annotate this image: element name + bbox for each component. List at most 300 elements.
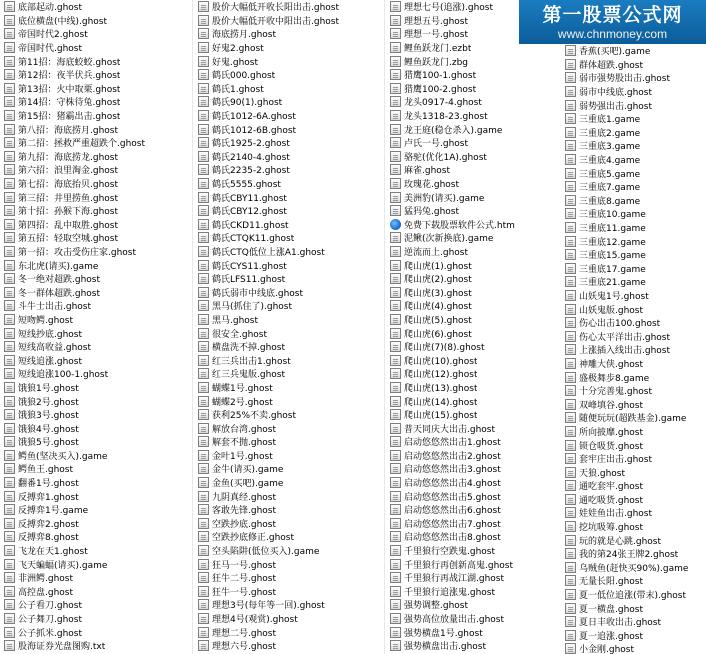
file-icon bbox=[565, 222, 576, 233]
file-item[interactable] bbox=[561, 547, 706, 561]
file-item[interactable] bbox=[194, 625, 384, 639]
file-item[interactable] bbox=[0, 136, 190, 150]
file-item[interactable] bbox=[0, 204, 190, 218]
file-name: 第11招：海底蛟蛟.ghost bbox=[18, 57, 121, 68]
file-item[interactable] bbox=[561, 438, 706, 452]
file-icon bbox=[390, 260, 401, 271]
file-name: 理想五号.ghost bbox=[404, 16, 469, 27]
file-item[interactable] bbox=[0, 41, 190, 55]
file-item[interactable] bbox=[194, 177, 384, 191]
file-item[interactable] bbox=[386, 449, 561, 463]
file-name: 反搏弈1.ghost bbox=[18, 492, 79, 503]
file-item[interactable] bbox=[194, 95, 384, 109]
file-icon bbox=[390, 396, 401, 407]
file-name: 短线追涨.ghost bbox=[18, 356, 83, 367]
file-item[interactable] bbox=[561, 629, 706, 643]
file-item[interactable] bbox=[561, 194, 706, 208]
file-item[interactable] bbox=[194, 313, 384, 327]
file-item[interactable] bbox=[194, 517, 384, 531]
file-item[interactable] bbox=[194, 204, 384, 218]
file-name: 山妖鬼版.ghost bbox=[579, 305, 644, 316]
file-icon bbox=[4, 627, 15, 638]
file-icon bbox=[565, 72, 576, 83]
file-name: 强势高位放量出击.ghost bbox=[404, 615, 505, 626]
file-item[interactable] bbox=[194, 231, 384, 245]
file-item[interactable] bbox=[386, 544, 561, 558]
file-item[interactable] bbox=[561, 58, 706, 72]
file-name: 弱市中线底.ghost bbox=[579, 88, 653, 99]
file-name: 短线抄底.ghost bbox=[18, 329, 83, 340]
file-item[interactable] bbox=[561, 479, 706, 493]
file-item[interactable] bbox=[0, 612, 190, 626]
file-item[interactable] bbox=[561, 452, 706, 466]
file-icon bbox=[565, 236, 576, 247]
file-item[interactable] bbox=[194, 285, 384, 299]
file-item[interactable] bbox=[0, 245, 190, 259]
file-icon bbox=[4, 83, 15, 94]
file-item[interactable] bbox=[561, 98, 706, 112]
file-item[interactable] bbox=[0, 82, 190, 96]
file-icon bbox=[565, 154, 576, 165]
file-name: 爬山虎(1).ghost bbox=[404, 261, 472, 272]
file-name: 鹤氏5555.ghost bbox=[212, 180, 281, 191]
file-item[interactable] bbox=[386, 381, 561, 395]
file-name: 强势横盘1号.ghost bbox=[404, 628, 483, 639]
file-icon bbox=[198, 504, 209, 515]
file-name: 空跌抄底.ghost bbox=[212, 519, 277, 530]
file-name: 横盘洗不掉.ghost bbox=[212, 343, 286, 354]
file-item[interactable] bbox=[0, 489, 190, 503]
file-item[interactable] bbox=[194, 557, 384, 571]
column-divider bbox=[384, 0, 385, 654]
file-item[interactable] bbox=[561, 166, 706, 180]
file-item[interactable] bbox=[194, 571, 384, 585]
file-item[interactable] bbox=[194, 258, 384, 272]
file-item[interactable] bbox=[561, 370, 706, 384]
file-item[interactable] bbox=[561, 425, 706, 439]
file-item[interactable] bbox=[561, 343, 706, 357]
file-icon bbox=[4, 300, 15, 311]
file-item[interactable] bbox=[194, 598, 384, 612]
file-name: 神雕大侠.ghost bbox=[579, 359, 644, 370]
file-item[interactable] bbox=[386, 367, 561, 381]
file-item[interactable] bbox=[0, 517, 190, 531]
file-item[interactable] bbox=[386, 231, 561, 245]
file-item[interactable] bbox=[561, 384, 706, 398]
file-item[interactable] bbox=[194, 612, 384, 626]
file-item[interactable] bbox=[0, 353, 190, 367]
file-item[interactable] bbox=[0, 530, 190, 544]
file-item[interactable] bbox=[561, 615, 706, 629]
file-name: 三重底4.game bbox=[579, 156, 641, 167]
file-icon bbox=[390, 450, 401, 461]
file-item[interactable] bbox=[561, 44, 706, 58]
file-icon bbox=[390, 42, 401, 53]
file-item[interactable] bbox=[386, 394, 561, 408]
file-icon bbox=[390, 477, 401, 488]
file-item[interactable] bbox=[561, 493, 706, 507]
file-name: 千里狼行再创新高鬼.ghost bbox=[404, 560, 514, 571]
file-name: 第四招：乱中取胜.ghost bbox=[18, 220, 119, 231]
file-icon bbox=[390, 192, 401, 203]
file-item[interactable] bbox=[194, 122, 384, 136]
file-name: 冬一群体超跌.ghost bbox=[18, 288, 101, 299]
file-item[interactable] bbox=[194, 489, 384, 503]
file-icon bbox=[4, 450, 15, 461]
file-icon bbox=[4, 287, 15, 298]
file-item[interactable] bbox=[561, 329, 706, 343]
file-item[interactable] bbox=[0, 340, 190, 354]
file-item[interactable] bbox=[194, 109, 384, 123]
file-name: 爬山虎(13).ghost bbox=[404, 383, 478, 394]
file-icon bbox=[198, 1, 209, 12]
file-name: 股海证券光盘图购.txt bbox=[18, 642, 106, 653]
file-name: 爬山虎(2).ghost bbox=[404, 275, 472, 286]
file-icon bbox=[565, 358, 576, 369]
file-item[interactable] bbox=[194, 421, 384, 435]
file-icon bbox=[565, 290, 576, 301]
file-item[interactable] bbox=[194, 544, 384, 558]
file-icon bbox=[4, 423, 15, 434]
file-item[interactable] bbox=[561, 180, 706, 194]
file-icon bbox=[198, 192, 209, 203]
file-icon bbox=[4, 341, 15, 352]
file-item[interactable] bbox=[194, 503, 384, 517]
file-item[interactable] bbox=[194, 476, 384, 490]
file-item[interactable] bbox=[561, 85, 706, 99]
file-icon bbox=[198, 423, 209, 434]
file-name: 启动悠悠然出击5.ghost bbox=[404, 492, 501, 503]
file-item[interactable] bbox=[0, 394, 190, 408]
file-item[interactable] bbox=[194, 585, 384, 599]
file-item[interactable] bbox=[194, 190, 384, 204]
file-item[interactable] bbox=[386, 476, 561, 490]
file-item[interactable] bbox=[0, 54, 190, 68]
file-item[interactable] bbox=[194, 150, 384, 164]
file-name: 饿狼4号.ghost bbox=[18, 424, 79, 435]
file-icon bbox=[4, 151, 15, 162]
file-item[interactable] bbox=[194, 530, 384, 544]
file-item[interactable] bbox=[0, 585, 190, 599]
file-item[interactable] bbox=[561, 71, 706, 85]
file-icon bbox=[198, 287, 209, 298]
file-item[interactable] bbox=[386, 136, 561, 150]
file-name: 鹤氏CTQK11.ghost bbox=[212, 234, 295, 245]
file-name: 三重底15.game bbox=[579, 251, 646, 262]
file-item[interactable] bbox=[386, 530, 561, 544]
file-item[interactable] bbox=[386, 353, 561, 367]
file-icon bbox=[565, 317, 576, 328]
file-name: 强势调整.ghost bbox=[404, 601, 469, 612]
file-item[interactable] bbox=[386, 571, 561, 585]
file-item[interactable] bbox=[386, 177, 561, 191]
file-name: 鹤氏1012-6A.ghost bbox=[212, 112, 296, 123]
file-item[interactable] bbox=[0, 408, 190, 422]
file-item[interactable] bbox=[194, 435, 384, 449]
file-item[interactable] bbox=[0, 313, 190, 327]
file-item[interactable] bbox=[386, 204, 561, 218]
file-item[interactable] bbox=[561, 221, 706, 235]
file-item[interactable] bbox=[561, 561, 706, 575]
file-name: 爬山虎(5).ghost bbox=[404, 315, 472, 326]
file-name: 黑马.ghost bbox=[212, 315, 259, 326]
file-item[interactable] bbox=[0, 285, 190, 299]
file-item[interactable] bbox=[194, 381, 384, 395]
file-item[interactable] bbox=[0, 272, 190, 286]
file-icon bbox=[565, 127, 576, 138]
file-item[interactable] bbox=[386, 190, 561, 204]
file-item[interactable] bbox=[194, 54, 384, 68]
file-name: 娃娃鱼出击.ghost bbox=[579, 509, 653, 520]
file-icon bbox=[4, 232, 15, 243]
file-name: 乌贼鱼(赶快买90%).game bbox=[579, 563, 689, 574]
file-name: 第七招：海底抬贝.ghost bbox=[18, 180, 119, 191]
file-item[interactable] bbox=[561, 506, 706, 520]
file-item[interactable] bbox=[0, 435, 190, 449]
file-icon bbox=[198, 586, 209, 597]
file-icon bbox=[198, 531, 209, 542]
file-item[interactable] bbox=[0, 503, 190, 517]
file-name: 短线追涨100-1.ghost bbox=[18, 370, 109, 381]
file-icon bbox=[390, 56, 401, 67]
file-name: 美洲豹(请买).game bbox=[404, 193, 485, 204]
file-icon bbox=[565, 589, 576, 600]
file-item[interactable] bbox=[386, 68, 561, 82]
file-item[interactable] bbox=[386, 557, 561, 571]
file-item[interactable] bbox=[561, 262, 706, 276]
file-name: 第三招：井里捞鱼.ghost bbox=[18, 193, 119, 204]
file-item[interactable] bbox=[561, 139, 706, 153]
file-name: 空头陷阱(低位买入).game bbox=[212, 547, 320, 558]
file-item[interactable] bbox=[386, 435, 561, 449]
file-item[interactable] bbox=[0, 326, 190, 340]
file-icon bbox=[565, 100, 576, 111]
file-icon bbox=[390, 518, 401, 529]
file-icon bbox=[198, 15, 209, 26]
file-item[interactable] bbox=[194, 163, 384, 177]
file-item[interactable] bbox=[386, 489, 561, 503]
file-item[interactable] bbox=[0, 625, 190, 639]
file-item[interactable] bbox=[561, 153, 706, 167]
file-item[interactable] bbox=[386, 109, 561, 123]
file-item[interactable] bbox=[0, 462, 190, 476]
file-item[interactable] bbox=[561, 574, 706, 588]
file-name: 骆驼(优化1A).ghost bbox=[404, 152, 487, 163]
file-item[interactable] bbox=[386, 462, 561, 476]
file-item[interactable] bbox=[0, 14, 190, 28]
file-item[interactable] bbox=[561, 234, 706, 248]
file-item[interactable] bbox=[386, 163, 561, 177]
file-name: 夏日丰收出击.ghost bbox=[579, 618, 662, 629]
file-item[interactable] bbox=[194, 0, 384, 14]
file-item[interactable] bbox=[561, 533, 706, 547]
file-name: 爬山虎(7)(8).ghost bbox=[404, 343, 485, 354]
file-item[interactable] bbox=[194, 27, 384, 41]
file-name: 三重底11.game bbox=[579, 224, 646, 235]
file-item[interactable] bbox=[386, 503, 561, 517]
file-item[interactable] bbox=[561, 275, 706, 289]
file-item[interactable] bbox=[0, 639, 190, 653]
file-item[interactable] bbox=[386, 517, 561, 531]
file-item[interactable] bbox=[0, 449, 190, 463]
file-item[interactable] bbox=[0, 190, 190, 204]
file-item[interactable] bbox=[0, 476, 190, 490]
file-item[interactable] bbox=[0, 299, 190, 313]
file-icon bbox=[4, 110, 15, 121]
file-item[interactable] bbox=[386, 639, 561, 653]
file-name: 天狼.ghost bbox=[579, 468, 626, 479]
file-name: 启动悠悠然出击6.ghost bbox=[404, 506, 501, 517]
file-item[interactable] bbox=[386, 408, 561, 422]
file-item[interactable] bbox=[194, 353, 384, 367]
file-item[interactable] bbox=[386, 258, 561, 272]
file-item[interactable] bbox=[386, 272, 561, 286]
file-item[interactable] bbox=[194, 82, 384, 96]
file-item[interactable] bbox=[561, 588, 706, 602]
file-item[interactable] bbox=[0, 571, 190, 585]
file-item[interactable] bbox=[561, 316, 706, 330]
file-icon bbox=[565, 562, 576, 573]
file-item[interactable] bbox=[0, 122, 190, 136]
file-item[interactable] bbox=[386, 625, 561, 639]
file-item[interactable] bbox=[386, 326, 561, 340]
file-item[interactable] bbox=[386, 299, 561, 313]
file-item[interactable] bbox=[194, 462, 384, 476]
file-item[interactable] bbox=[386, 218, 561, 232]
file-name: 无量长阳.ghost bbox=[579, 577, 644, 588]
file-item[interactable] bbox=[0, 0, 190, 14]
file-item[interactable] bbox=[561, 289, 706, 303]
file-icon bbox=[4, 124, 15, 135]
file-item[interactable] bbox=[386, 245, 561, 259]
file-icon bbox=[565, 181, 576, 192]
file-item[interactable] bbox=[561, 357, 706, 371]
file-item[interactable] bbox=[561, 126, 706, 140]
file-item[interactable] bbox=[561, 601, 706, 615]
file-item[interactable] bbox=[0, 177, 190, 191]
file-item[interactable] bbox=[561, 642, 706, 654]
file-column-1 bbox=[0, 0, 190, 654]
file-icon bbox=[4, 219, 15, 230]
file-item[interactable] bbox=[194, 326, 384, 340]
file-icon bbox=[4, 518, 15, 529]
file-item[interactable] bbox=[386, 313, 561, 327]
file-item[interactable] bbox=[194, 639, 384, 653]
file-icon bbox=[4, 15, 15, 26]
file-item[interactable] bbox=[0, 557, 190, 571]
file-item[interactable] bbox=[0, 544, 190, 558]
file-item[interactable] bbox=[194, 340, 384, 354]
file-item[interactable] bbox=[194, 68, 384, 82]
file-icon bbox=[390, 627, 401, 638]
file-item[interactable] bbox=[386, 285, 561, 299]
file-item[interactable] bbox=[194, 245, 384, 259]
file-item[interactable] bbox=[0, 109, 190, 123]
file-name: 黑马(抓住了).ghost bbox=[212, 302, 293, 313]
file-icon bbox=[4, 640, 15, 651]
file-item[interactable] bbox=[0, 231, 190, 245]
file-icon bbox=[198, 368, 209, 379]
file-item[interactable] bbox=[0, 258, 190, 272]
file-item[interactable] bbox=[561, 112, 706, 126]
file-icon bbox=[198, 96, 209, 107]
file-name: 千里狼行再战江湖.ghost bbox=[404, 574, 505, 585]
file-item[interactable] bbox=[194, 449, 384, 463]
file-item[interactable] bbox=[0, 367, 190, 381]
file-name: 飞龙在天1.ghost bbox=[18, 547, 88, 558]
file-item[interactable] bbox=[561, 302, 706, 316]
file-name: 鹤氏CYS11.ghost bbox=[212, 261, 287, 272]
file-item[interactable] bbox=[0, 381, 190, 395]
file-item[interactable] bbox=[561, 411, 706, 425]
file-item[interactable] bbox=[0, 95, 190, 109]
file-item[interactable] bbox=[0, 68, 190, 82]
file-item[interactable] bbox=[386, 612, 561, 626]
file-item[interactable] bbox=[386, 82, 561, 96]
file-item[interactable] bbox=[386, 54, 561, 68]
file-item[interactable] bbox=[194, 272, 384, 286]
file-name: 鹤氏90(1).ghost bbox=[212, 98, 283, 109]
file-icon bbox=[565, 86, 576, 97]
file-item[interactable] bbox=[386, 598, 561, 612]
file-item[interactable] bbox=[194, 136, 384, 150]
file-item[interactable] bbox=[194, 367, 384, 381]
file-item[interactable] bbox=[0, 598, 190, 612]
file-item[interactable] bbox=[0, 163, 190, 177]
file-item[interactable] bbox=[386, 585, 561, 599]
file-icon bbox=[390, 232, 401, 243]
file-item[interactable] bbox=[386, 421, 561, 435]
file-icon bbox=[390, 69, 401, 80]
file-item[interactable] bbox=[0, 27, 190, 41]
file-name: 卢氏一号.ghost bbox=[404, 139, 469, 150]
file-item[interactable] bbox=[386, 340, 561, 354]
file-name: 解放台湾.ghost bbox=[212, 424, 277, 435]
file-item[interactable] bbox=[0, 421, 190, 435]
file-item[interactable] bbox=[194, 218, 384, 232]
file-name: 爬山虎(3).ghost bbox=[404, 288, 472, 299]
file-item[interactable] bbox=[561, 248, 706, 262]
file-item[interactable] bbox=[194, 394, 384, 408]
file-item[interactable] bbox=[561, 397, 706, 411]
file-item[interactable] bbox=[194, 14, 384, 28]
file-item[interactable] bbox=[561, 465, 706, 479]
file-name: 东北虎(请买).game bbox=[18, 261, 99, 272]
file-item[interactable] bbox=[0, 150, 190, 164]
file-icon bbox=[198, 110, 209, 121]
file-item[interactable] bbox=[561, 520, 706, 534]
file-name: 爬山虎(4).ghost bbox=[404, 302, 472, 313]
file-icon bbox=[565, 412, 576, 423]
file-item[interactable] bbox=[386, 150, 561, 164]
file-item[interactable] bbox=[0, 218, 190, 232]
watermark-banner bbox=[519, 0, 706, 44]
file-item[interactable] bbox=[386, 95, 561, 109]
file-item[interactable] bbox=[194, 408, 384, 422]
file-item[interactable] bbox=[386, 122, 561, 136]
file-name: 盛极舞步8.game bbox=[579, 373, 650, 384]
file-name: 猛犸兔.ghost bbox=[404, 207, 460, 218]
file-item[interactable] bbox=[561, 207, 706, 221]
file-name: 爬山虎(10).ghost bbox=[404, 356, 478, 367]
file-icon bbox=[4, 137, 15, 148]
file-name: 九阴真经.ghost bbox=[212, 492, 277, 503]
file-name: 翻番1号.ghost bbox=[18, 479, 79, 490]
file-icon bbox=[565, 249, 576, 260]
file-item[interactable] bbox=[194, 299, 384, 313]
file-item[interactable] bbox=[194, 41, 384, 55]
file-name: 鲤鱼跃龙门.ezbt bbox=[404, 44, 472, 55]
